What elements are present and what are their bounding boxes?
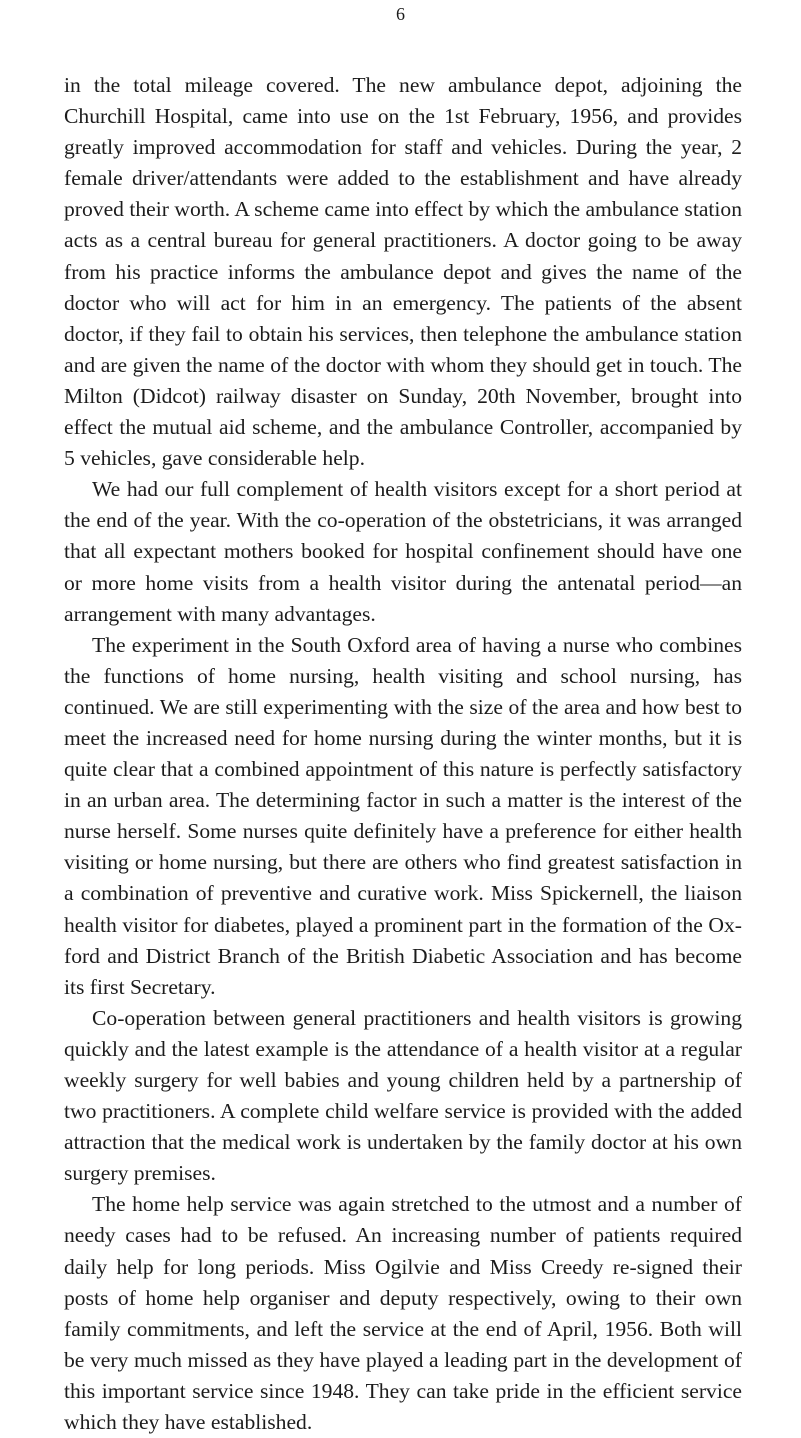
body-text	[64, 70, 742, 1438]
paragraph-general-practitioners-cooperation: Co-operation between general practitioners and health visitors is growing quickly and the latest example is the attendance of a health visitor at a regular weekly surgery for well babies and young children held by a partnership of two practitioners. A complete child welfare service is provided with the added attraction that the medical work is undertaken by the family doctor at his own surgery premises.	[64, 1005, 742, 1186]
paragraph-health-visitors: We had our full complement of health visitors except for a short period at the end of the year. With the co-operation of the obstetricians, it was arranged that all expectant mothers booked for hospital confinement should have one or more home visits from a health visitor during the antenatal period—an arrangement with many advantages.	[64, 477, 742, 626]
paragraph-ambulance-service: in the total mileage covered. The new ambulance depot, adjoining the Churchill Hospital, came into use on the 1st February, 1956, and provides greatly improved accommodation for staff and vehicles. During the year, 2 female driver/attendants were added to the establishment and have already proved their worth. A scheme came into effect by which the ambulance station acts as a central bureau for general practitioners. A doctor going to be away from his practice informs the ambulance depot and gives the name of the doctor who will act for him in an emergency. The patients of the absent doctor, if they fail to obtain his services, then telephone the ambulance station and are given the name of the doctor with whom they should get in touch. The Milton (Didcot) railway disaster on Sunday, 20th November, brought into effect the mutual aid scheme, and the ambulance Controller, accompanied by 5 vehicles, gave considerable help.	[64, 73, 742, 471]
paragraph-home-help-service: The home help service was again stretched to the utmost and a number of needy cases had to be refused. An increasing number of patients required daily help for long periods. Miss Ogilvie and Miss Creedy re-signed their posts of home help organiser and deputy respectively, owing to their own family commitments, and left the service at the end of April, 1956. Both will be very much missed as they have played a leading part in the development of this important service since 1948. They can take pride in the efficient service which they have established.	[64, 1192, 742, 1435]
paragraph-south-oxford-experiment: The experiment in the South Oxford area of having a nurse who combines the functions of home nursing, health visiting and school nursing, has continued. We are still experimenting with the size of the area and how best to meet the increased need for home nursing during the winter months, but it is quite clear that a combined appointment of this nature is perfectly satisfactory in an urban area. The determining factor in such a matter is the interest of the nurse herself. Some nurses quite definitely have a preference for either health visiting or home nursing, but there are others who find greatest satisfaction in a combination of preventive and curative work. Miss Spickernell, the liaison health visitor for diabetes, played a prominent part in the formation of the Ox-ford and District Branch of the British Diabetic Association and has become its first Secretary.	[64, 632, 742, 999]
page-number: 6	[396, 4, 405, 24]
